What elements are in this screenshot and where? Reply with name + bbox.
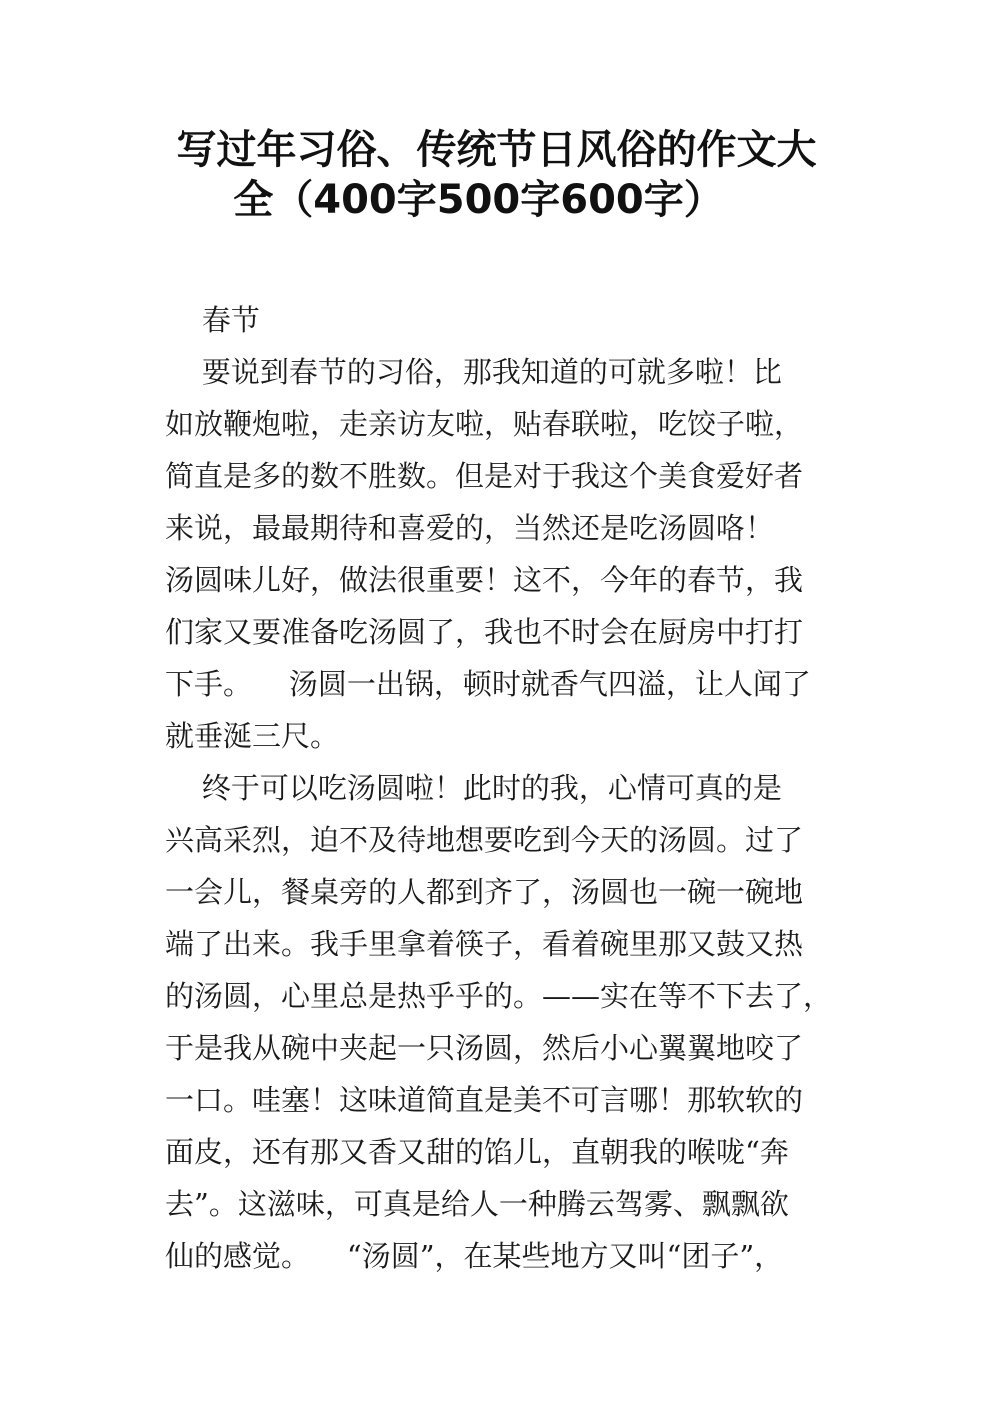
body-line: 汤圆味儿好，做法很重要！这不，今年的春节，我 bbox=[165, 563, 804, 597]
body-line: 一口。哇塞！这味道简直是美不可言哪！那软软的 bbox=[165, 1083, 804, 1117]
body-line: 如放鞭炮啦，走亲访友啦，贴春联啦，吃饺子啦， bbox=[165, 407, 804, 441]
body-line: 去”。这滋味，可真是给人一种腾云驾雾、飘飘欲 bbox=[165, 1187, 789, 1221]
body-line: 就垂涎三尺。 bbox=[165, 719, 340, 753]
body-line: 简直是多的数不胜数。但是对于我这个美食爱好者 bbox=[165, 459, 804, 493]
body-line: 仙的感觉。 “汤圆”，在某些地方又叫“团子”， bbox=[165, 1239, 784, 1273]
body-line: 端了出来。我手里拿着筷子，看着碗里那又鼓又热 bbox=[165, 927, 804, 961]
body-line: 下手。 汤圆一出锅，顿时就香气四溢，让人闻了 bbox=[165, 667, 811, 701]
body-line: 兴高采烈，迫不及待地想要吃到今天的汤圆。过了 bbox=[165, 823, 804, 857]
heading-spring-festival: 春节 bbox=[165, 303, 260, 337]
body-line: 来说，最最期待和喜爱的，当然还是吃汤圆咯！ bbox=[165, 511, 775, 545]
body-line: 们家又要准备吃汤圆了，我也不时会在厨房中打打 bbox=[165, 615, 804, 649]
body-line: 终于可以吃汤圆啦！此时的我，心情可真的是 bbox=[165, 771, 782, 805]
document-title-line-1: 写过年习俗、传统节日风俗的作文大 bbox=[176, 127, 817, 173]
body-line: 于是我从碗中夹起一只汤圆，然后小心翼翼地咬了 bbox=[165, 1031, 804, 1065]
body-line: 的汤圆，心里总是热乎乎的。——实在等不下去了， bbox=[165, 979, 833, 1013]
body-line: 面皮，还有那又香又甜的馅儿，直朝我的喉咙“奔 bbox=[165, 1135, 789, 1169]
body-line: 要说到春节的习俗，那我知道的可就多啦！比 bbox=[165, 355, 782, 389]
body-line: 一会儿，餐桌旁的人都到齐了，汤圆也一碗一碗地 bbox=[165, 875, 804, 909]
document-title-line-2: 全（400字500字600字） bbox=[233, 177, 724, 223]
